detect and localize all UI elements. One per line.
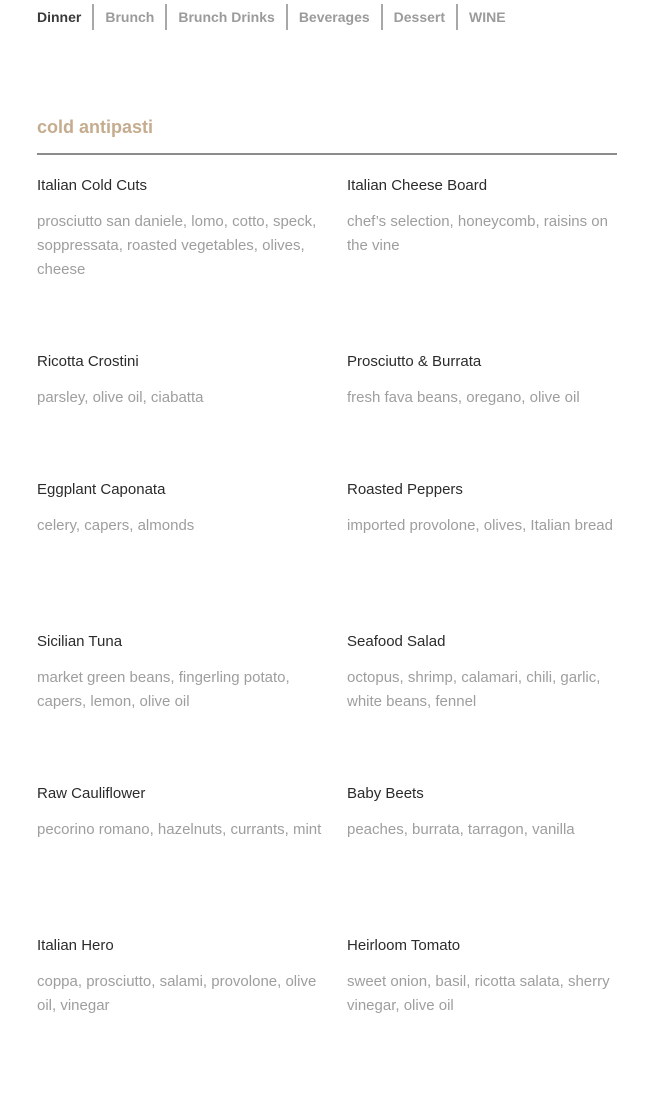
menu-item-name: Italian Cheese Board (347, 177, 488, 194)
tab-brunch-drinks[interactable]: Brunch Drinks (178, 9, 275, 25)
menu-item-description: octopus, shrimp, calamari, chili, garlic, white beans, fennel (347, 669, 601, 710)
menu-item (37, 632, 347, 714)
menu-item-description: coppa, prosciutto, salami, provolone, olive oil, vinegar (37, 973, 317, 1014)
menu-item-name: Eggplant Caponata (37, 481, 166, 498)
menu-item-description: imported provolone, olives, Italian bread (347, 517, 613, 534)
tab-dessert[interactable]: Dessert (393, 9, 446, 25)
menu-item (37, 936, 347, 1018)
menu-row (37, 352, 627, 480)
tab-wine[interactable]: WINE (469, 9, 506, 25)
menu-item-description: prosciutto san daniele, lomo, cotto, speck, soppressata, roasted vegetables, olives, cheese (37, 213, 317, 278)
menu-item-description: market green beans, fingerling potato, capers, lemon, olive oil (37, 669, 290, 710)
tab-divider (286, 4, 288, 30)
menu-item (347, 352, 627, 410)
menu-row (37, 176, 627, 352)
menu-item-name: Roasted Peppers (347, 481, 463, 498)
tab-brunch[interactable]: Brunch (105, 9, 155, 25)
menu-item-name: Italian Hero (37, 937, 114, 954)
section-title: cold antipasti (37, 117, 154, 137)
menu-item (37, 352, 347, 410)
menu-item (37, 784, 347, 842)
menu-item-description: chef’s selection, honeycomb, raisins on the vine (347, 213, 608, 254)
menu-item-description: peaches, burrata, tarragon, vanilla (347, 821, 575, 838)
menu-item-name: Prosciutto & Burrata (347, 353, 482, 370)
menu-item-name: Raw Cauliflower (37, 785, 146, 802)
menu-item (347, 176, 627, 258)
tab-divider (456, 4, 458, 30)
tab-beverages[interactable]: Beverages (298, 9, 370, 25)
menu-row (37, 784, 627, 936)
menu-item-description: parsley, olive oil, ciabatta (37, 389, 204, 406)
menu-item (347, 784, 627, 842)
menu-item-description: sweet onion, basil, ricotta salata, sherry vinegar, olive oil (347, 973, 610, 1014)
menu-item-description: celery, capers, almonds (37, 517, 195, 534)
tab-dinner[interactable]: Dinner (37, 9, 82, 25)
menu-item-name: Italian Cold Cuts (37, 177, 148, 194)
menu-item (37, 176, 347, 282)
menu-row (37, 632, 627, 784)
menu-item-name: Seafood Salad (347, 633, 446, 650)
menu-item-name: Ricotta Crostini (37, 353, 139, 370)
menu-item-name: Baby Beets (347, 785, 424, 802)
menu-row (37, 936, 627, 1088)
tab-divider (381, 4, 383, 30)
menu-tabs (37, 4, 506, 30)
tab-divider (92, 4, 94, 30)
menu-items-grid (37, 176, 627, 1088)
menu-item (347, 480, 627, 538)
menu-item-name: Sicilian Tuna (37, 633, 123, 650)
tab-divider (165, 4, 167, 30)
menu-row (37, 480, 627, 632)
menu-item (347, 936, 627, 1018)
menu-item-description: pecorino romano, hazelnuts, currants, mint (37, 821, 322, 838)
menu-item-name: Heirloom Tomato (347, 937, 461, 954)
menu-item (37, 480, 347, 538)
section-divider (37, 153, 617, 155)
menu-item (347, 632, 627, 714)
menu-item-description: fresh fava beans, oregano, olive oil (347, 389, 580, 406)
